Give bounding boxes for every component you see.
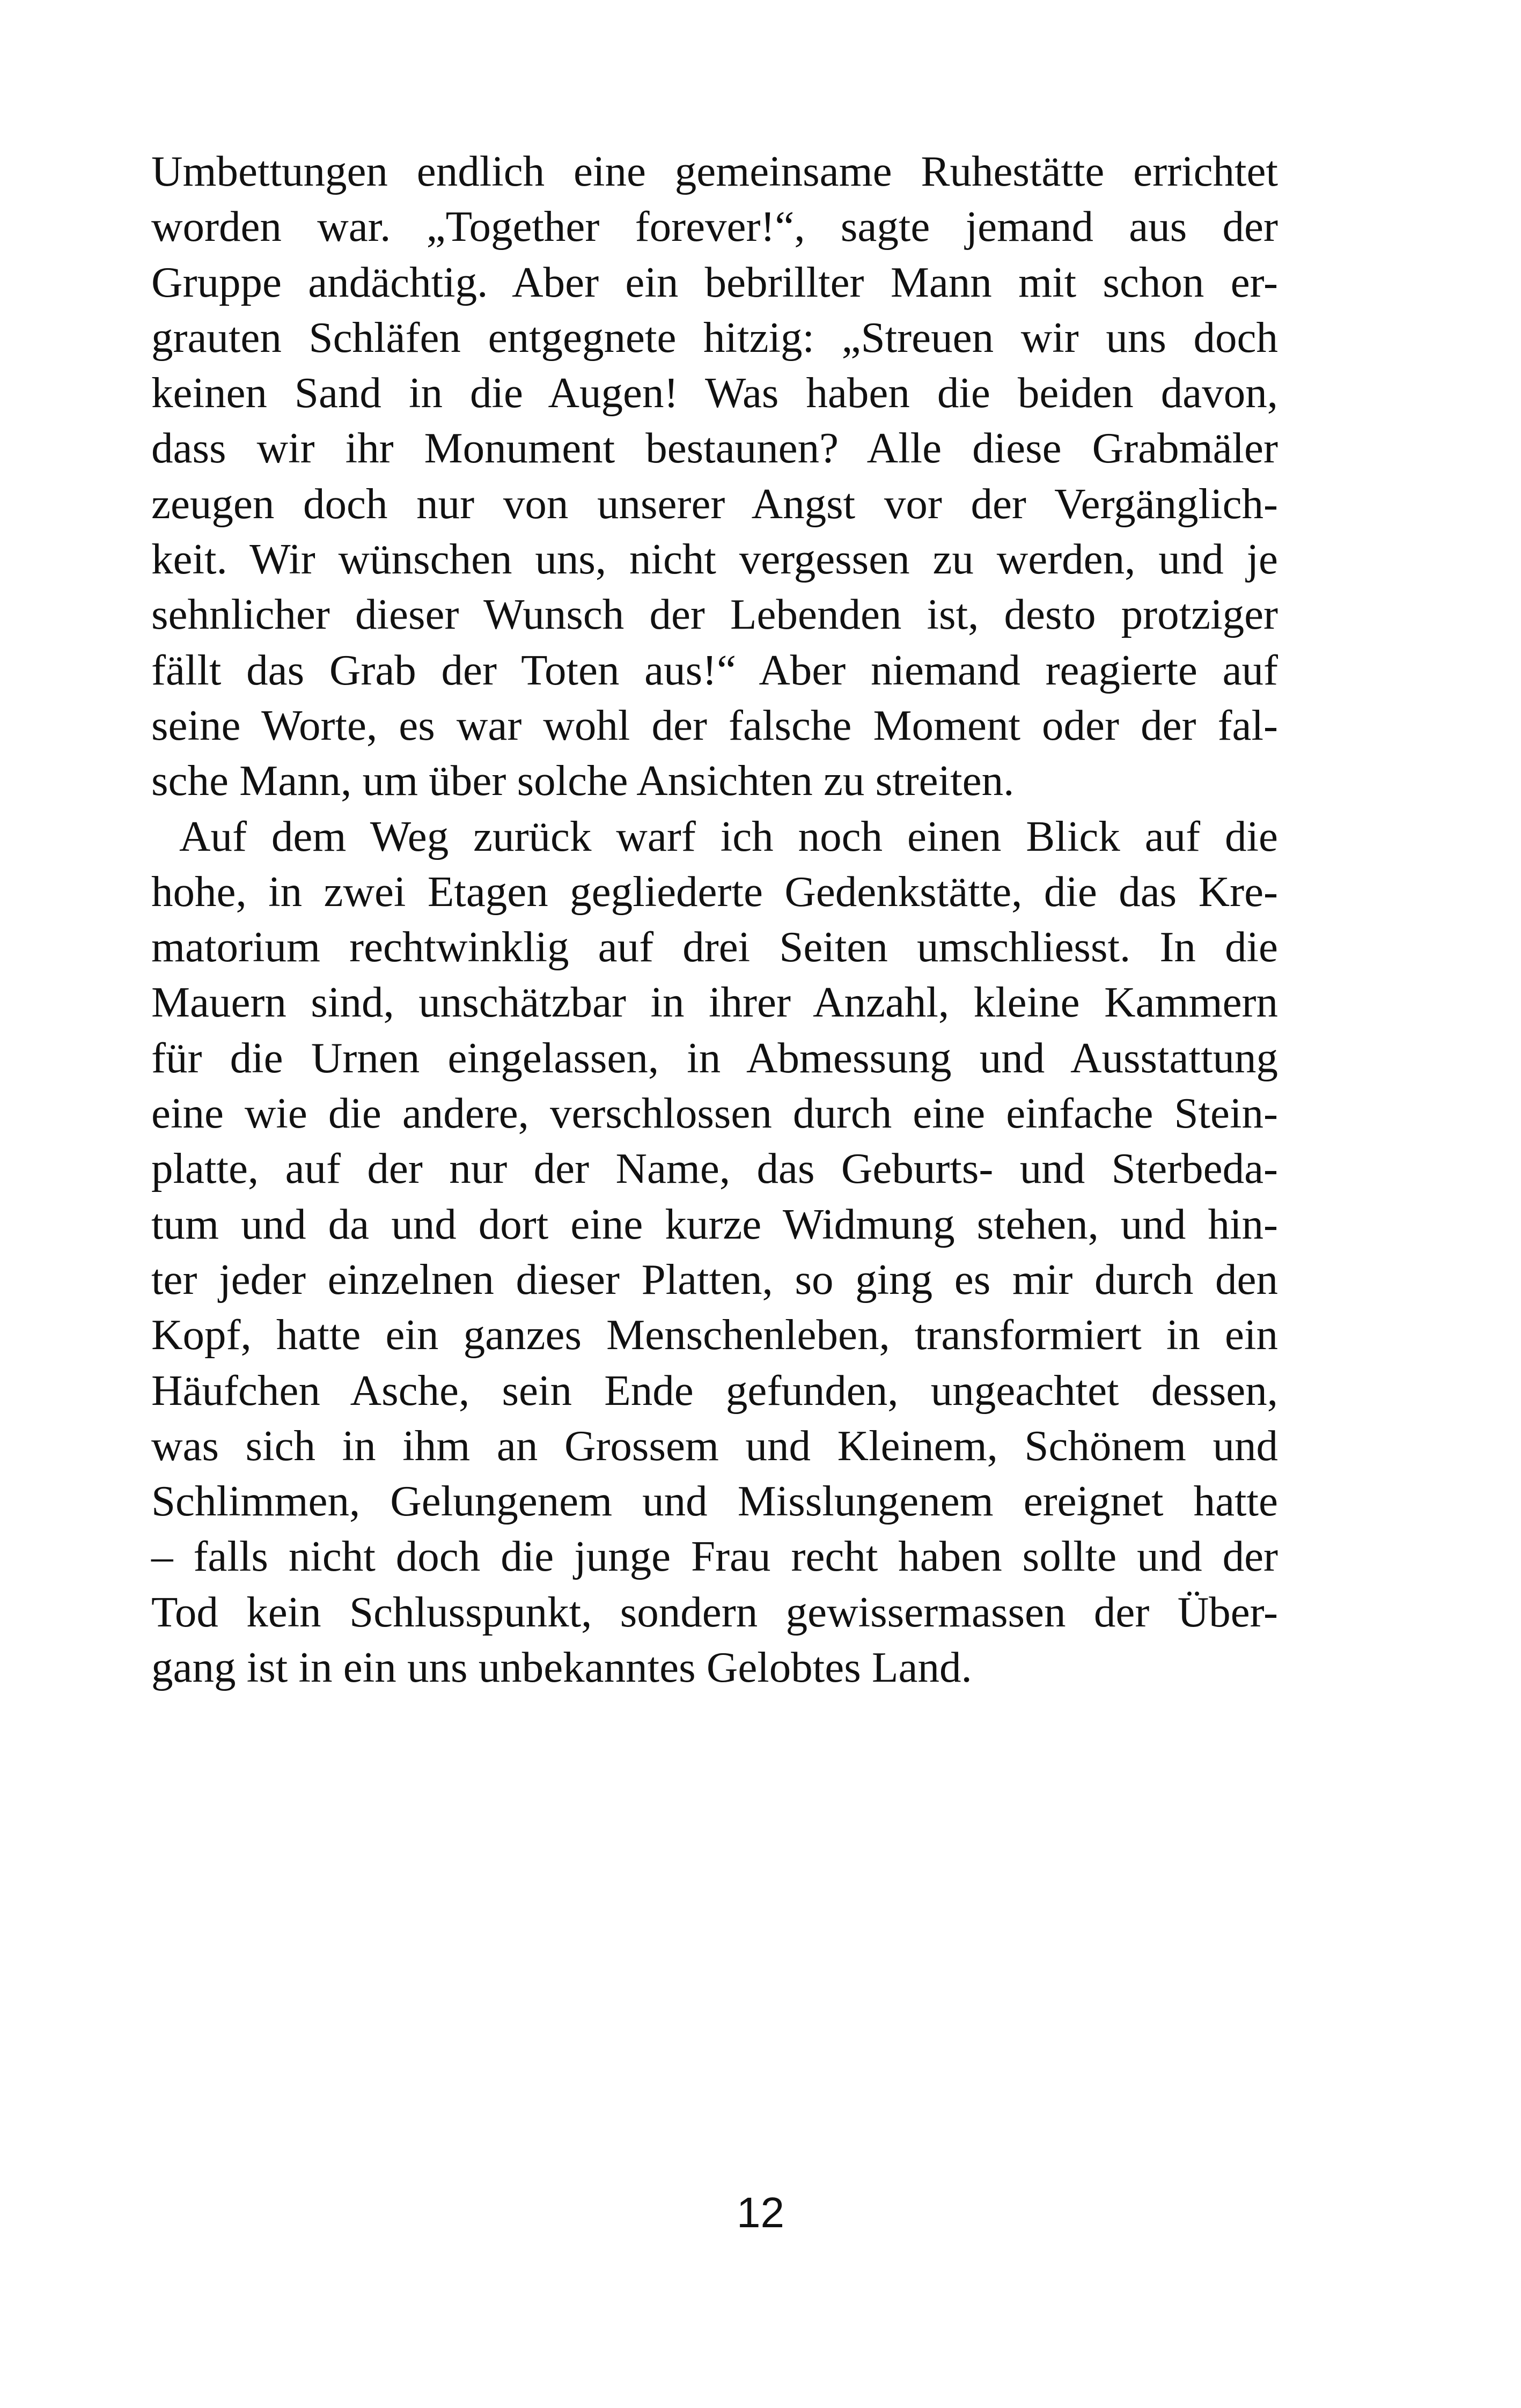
text-line: eine wie die andere, verschlossen durch eine einfache Stein- [151, 1089, 1278, 1138]
text-line: Gruppe andächtig. Aber ein bebrillter Mann mit schon er- [151, 257, 1278, 306]
text-line: sche Mann, um über solche Ansichten zu streiten. [151, 756, 1015, 805]
text-line: fällt das Grab der Toten aus!“ Aber niemand reagierte auf [151, 645, 1278, 694]
text-line: dass wir ihr Monument bestaunen? Alle diese Grabmäler [151, 424, 1278, 473]
text-line: matorium rechtwinklig auf drei Seiten umschliesst. In die [151, 923, 1278, 971]
text-line: Kopf, hatte ein ganzes Menschenleben, transformiert in ein [151, 1310, 1278, 1359]
text-line: platte, auf der nur der Name, das Geburts- und Sterbeda- [151, 1144, 1278, 1193]
text-line: was sich in ihm an Grossem und Kleinem, Schönem und [151, 1421, 1278, 1470]
text-line: Auf dem Weg zurück warf ich noch einen Blick auf die [179, 812, 1278, 860]
text-line: Umbettungen endlich eine gemeinsame Ruhestätte errichtet [151, 147, 1278, 195]
text-line: ter jeder einzelnen dieser Platten, so ging es mir durch den [151, 1255, 1278, 1304]
text-line: worden war. „Together forever!“, sagte jemand aus der [151, 202, 1278, 251]
text-line: Mauern sind, unschätzbar in ihrer Anzahl, kleine Kammern [151, 978, 1278, 1027]
text-line: Tod kein Schlusspunkt, sondern gewissermassen der Über- [151, 1587, 1278, 1636]
text-line: Schlimmen, Gelungenem und Misslungenem ereignet hatte [151, 1477, 1278, 1526]
text-line: hohe, in zwei Etagen gegliederte Gedenkstätte, die das Kre- [151, 867, 1278, 916]
text-line: – falls nicht doch die junge Frau recht haben sollte und der [151, 1532, 1278, 1581]
text-line: sehnlicher dieser Wunsch der Lebenden ist, desto protziger [151, 590, 1278, 639]
text-line: keinen Sand in die Augen! Was haben die beiden davon, [151, 369, 1278, 417]
page-number: 12 [737, 2189, 784, 2236]
text-line: seine Worte, es war wohl der falsche Moment oder der fal- [151, 701, 1278, 749]
text-line: gang ist in ein uns unbekanntes Gelobtes Land. [151, 1643, 972, 1692]
text-line: für die Urnen eingelassen, in Abmessung und Ausstattung [151, 1033, 1278, 1082]
text-line: Häufchen Asche, sein Ende gefunden, ungeachtet dessen, [151, 1366, 1278, 1415]
text-line: keit. Wir wünschen uns, nicht vergessen zu werden, und je [151, 535, 1278, 584]
body-text [151, 144, 1278, 1695]
text-line: tum und da und dort eine kurze Widmung stehen, und hin- [151, 1199, 1278, 1248]
text-line: zeugen doch nur von unserer Angst vor der Vergänglich- [151, 479, 1278, 528]
text-line: grauten Schläfen entgegnete hitzig: „Streuen wir uns doch [151, 313, 1278, 362]
